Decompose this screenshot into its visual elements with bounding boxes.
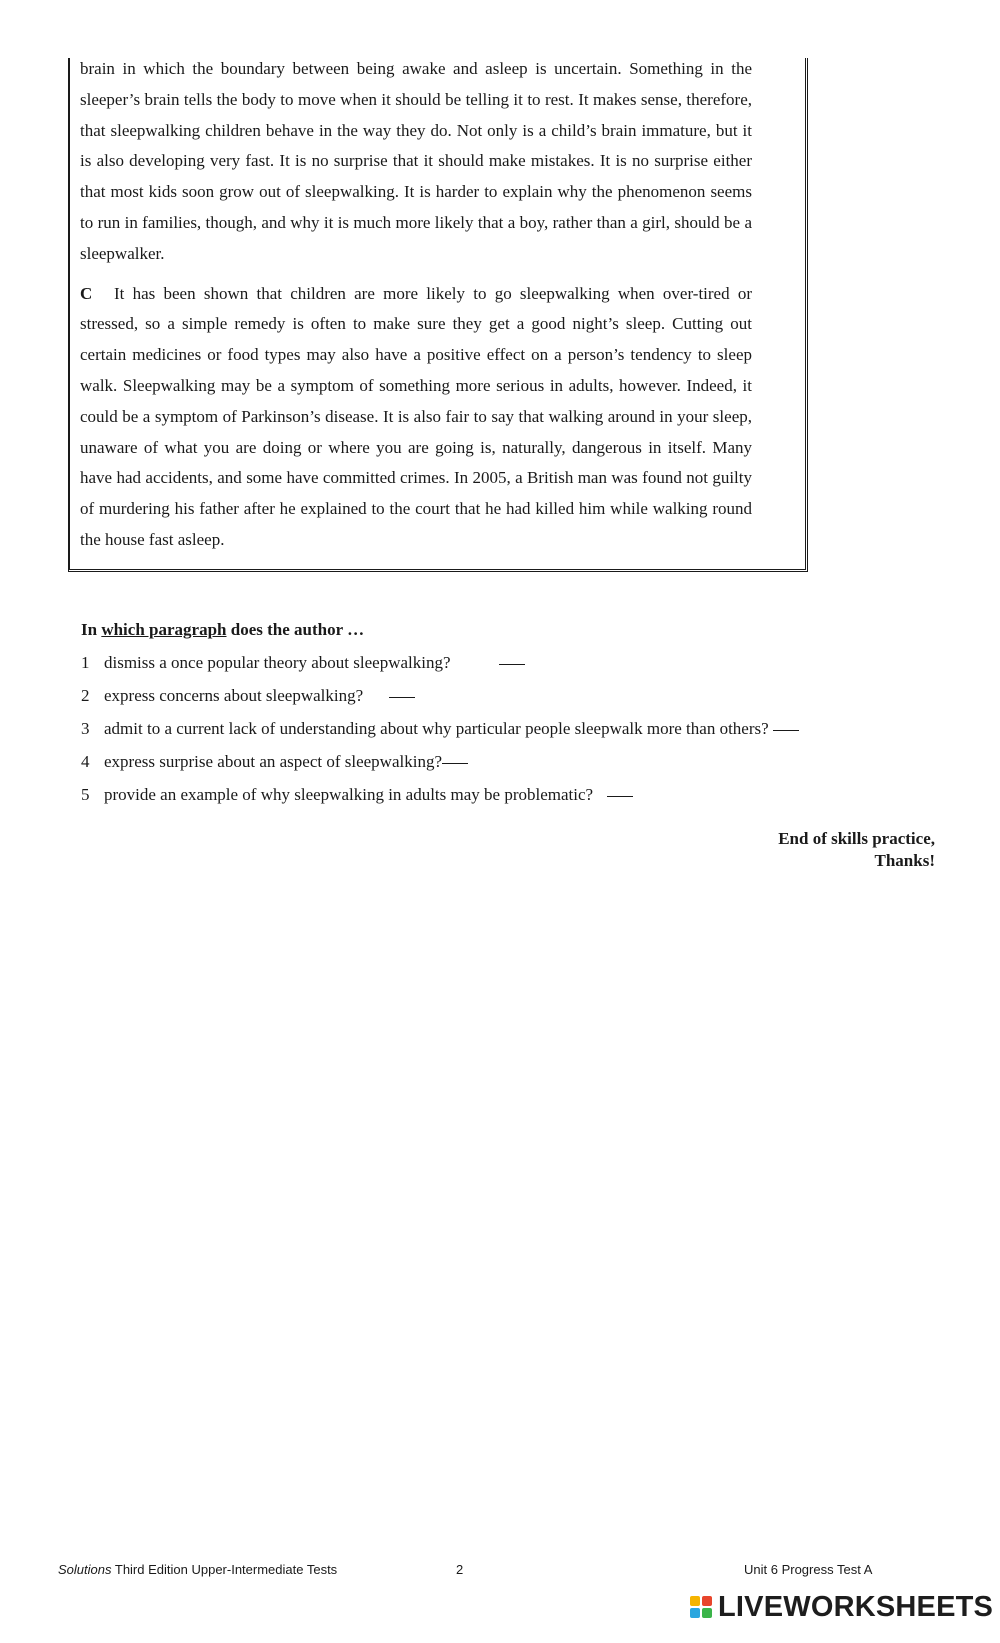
paragraph-letter: C: [80, 283, 93, 303]
questions-section: [81, 617, 861, 815]
paragraph-b-continuation: brain in which the boundary between being awake and asleep is uncertain. Something in the sleeper’s brain tells the body to move when it should be telling it to rest. It makes sense, therefore, that sleepwalking children behave in the way they do. Not only is a child’s brain immature, but it is also developing very fast. It is no surprise that it should make mistakes. It is no surprise either that most kids soon grow out of sleepwalking. It is harder to explain why the phenomenon seems to run in families, though, and why it is much more likely that a boy, rather than a girl, should be a sleepwalker.: [80, 59, 752, 263]
paragraph-c-text: It has been shown that children are more likely to go sleepwalking when over-tired or stressed, so a simple remedy is often to make sure they get a good night’s sleep. Cutting out certain medicines or food types may also have a positive effect on a person’s tendency to sleep walk. Sleepwalking may be a symptom of something more serious in adults, however. Indeed, it could be a symptom of Parkinson’s disease. It is also fair to say that walking around in your sleep, unaware of what you are doing or where you are going is, naturally, dangerous in itself. Many have had accidents, and some have committed crimes. In 2005, a British man was found not guilty of murdering his father after he explained to the court that he had killed him while walking round the house fast asleep.: [80, 283, 752, 549]
question-number: 2: [81, 686, 90, 705]
page-number: 2: [456, 1562, 464, 1577]
question-text: express concerns about sleepwalking?: [104, 686, 364, 705]
footer-title: [58, 1562, 337, 1577]
liveworksheets-logo: [690, 1590, 993, 1624]
reading-passage: [80, 54, 752, 556]
question-text: admit to a current lack of understanding about why particular people sleepwalk more than others?: [104, 719, 769, 738]
question-text: dismiss a once popular theory about sleepwalking?: [104, 653, 451, 672]
end-note-line1: End of skills practice,: [778, 829, 935, 848]
footer-title-italic: Solutions: [58, 1562, 112, 1577]
paragraph-c: [80, 279, 752, 556]
answer-blank[interactable]: [773, 716, 799, 731]
answer-blank[interactable]: [442, 749, 468, 764]
question-2: [81, 683, 861, 709]
footer-title-rest: Third Edition Upper-Intermediate Tests: [114, 1562, 338, 1577]
question-text: provide an example of why sleepwalking in adults may be problematic?: [104, 785, 594, 804]
heading-post: does the author …: [230, 620, 365, 639]
heading-underlined: which paragraph: [101, 620, 227, 639]
question-4: [81, 749, 861, 775]
heading-pre: In: [81, 620, 98, 639]
icon-square: [702, 1608, 712, 1618]
question-number: 1: [81, 653, 90, 672]
icon-square: [702, 1596, 712, 1606]
brand-name: LIVEWORKSHEETS: [718, 1590, 994, 1623]
question-5: [81, 782, 861, 808]
end-note: [778, 828, 935, 872]
answer-blank[interactable]: [389, 683, 415, 698]
footer-test-name: Unit 6 Progress Test A: [744, 1562, 873, 1577]
icon-square: [690, 1596, 700, 1606]
answer-blank[interactable]: [607, 782, 633, 797]
page-footer: [58, 1562, 878, 1582]
question-number: 3: [81, 719, 90, 738]
answer-blank[interactable]: [499, 650, 525, 665]
question-text: express surprise about an aspect of sleepwalking?: [104, 752, 442, 771]
question-1: [81, 650, 861, 676]
question-number: 5: [81, 785, 90, 804]
questions-heading: [81, 617, 861, 643]
icon-square: [690, 1608, 700, 1618]
question-number: 4: [81, 752, 90, 771]
liveworksheets-icon: [690, 1596, 712, 1618]
end-note-line2: Thanks!: [874, 851, 935, 870]
question-3: [81, 716, 861, 742]
